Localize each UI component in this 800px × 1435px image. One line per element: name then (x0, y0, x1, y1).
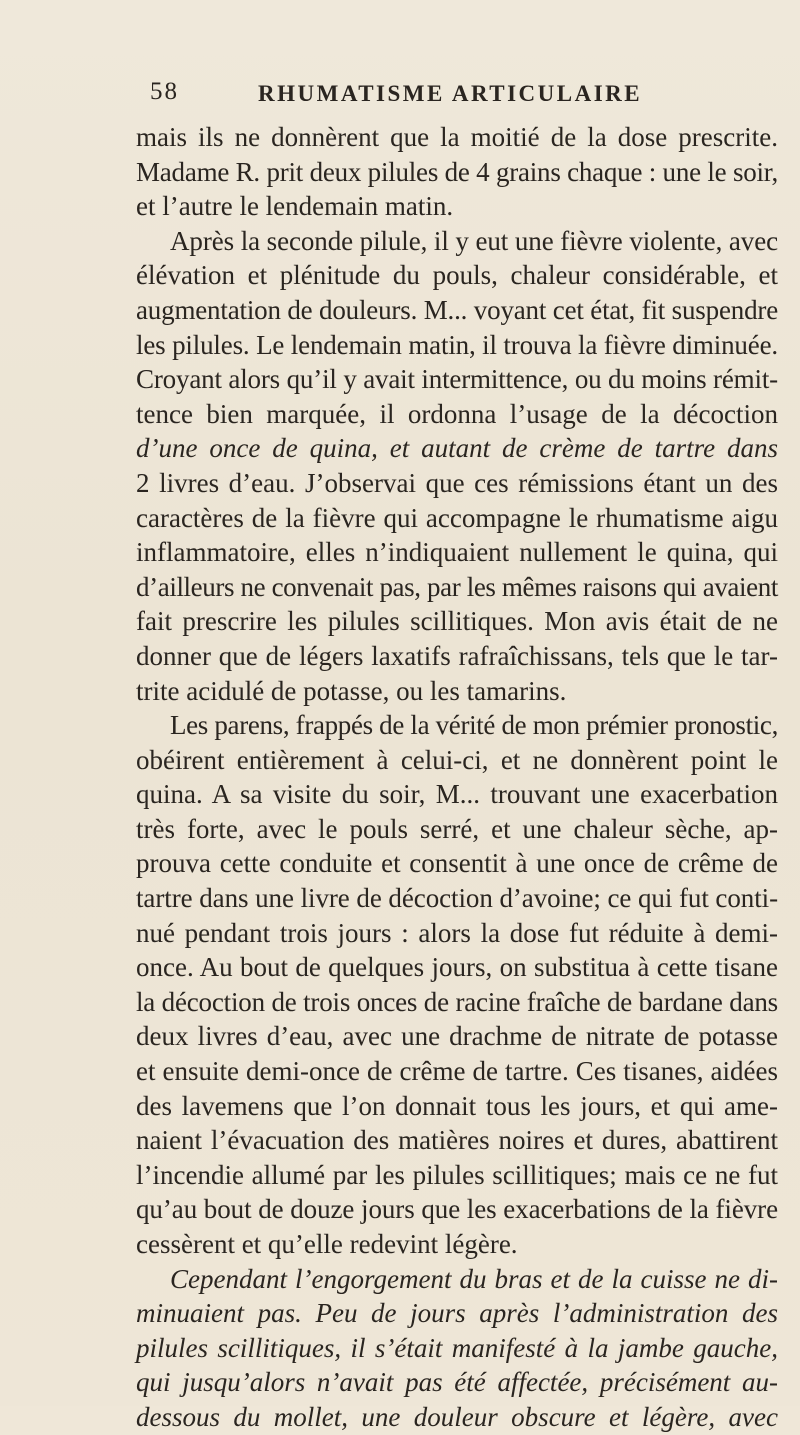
text-line: inflammatoire, elles n’indiquaient nullement le quina, qui (136, 537, 778, 568)
text-line: minuaient pas. Peu de jours après l’administration des (136, 1298, 778, 1329)
text-line: les pilules. Le lendemain matin, il trouva la fièvre diminuée. (136, 329, 778, 360)
text-line: qui jusqu’alors n’avait pas été affectée, précisément au- (136, 1367, 778, 1398)
text-line: naient l’évacuation des matières noires et dures, abattirent (136, 1125, 778, 1156)
text-line: Madame R. prit deux pilules de 4 grains chaque : une le soir, (136, 156, 778, 187)
text-line: qu’au bout de douze jours que les exacerbations de la fièvre (136, 1194, 778, 1225)
text-line: d’une once de quina, et autant de crème de tartre dans (136, 433, 778, 464)
text-line: cessèrent et qu’elle redevint légère. (136, 1229, 518, 1259)
text-line: Croyant alors qu’il y avait intermittence, ou du moins rémit- (136, 364, 778, 395)
text-line: très forte, avec le pouls serré, et une chaleur sèche, ap- (136, 813, 778, 844)
text-line: nué pendant trois jours : alors la dose fut réduite à demi- (136, 917, 778, 948)
text-line: mais ils ne donnèrent que la moitié de la dose prescrite. (136, 122, 778, 152)
text-line: Après la seconde pilule, il y eut une fièvre violente, avec (170, 225, 778, 256)
text-line: trite acidulé de potasse, ou les tamarins. (136, 675, 567, 706)
text-line: d’ailleurs ne convenait pas, par les mêmes raisons qui avaient (136, 571, 778, 602)
running-title: RHUMATISME ARTICULAIRE (258, 81, 643, 106)
text-line: fait prescrire les pilules scillitiques. Mon avis était de ne (136, 606, 778, 637)
text-line: donner que de légers laxatifs rafraîchissans, tels que le tar- (136, 640, 778, 671)
text-line: Les parens, frappés de la vérité de mon prémier pronostic, (170, 710, 778, 741)
running-header (150, 78, 750, 112)
text-line: et l’autre le lendemain matin. (136, 191, 454, 222)
text-line: obéirent entièrement à celui-ci, et ne donnèrent point le (136, 744, 778, 775)
text-line: des lavemens que l’on donnait tous les jours, et qui ame- (136, 1090, 778, 1121)
text-line: prouva cette conduite et consentit à une once de crême de (136, 848, 778, 879)
text-line: la décoction de trois onces de racine fraîche de bardane dans (136, 986, 778, 1017)
text-line: pilules scillitiques, il s’était manifesté à la jambe gauche, (136, 1332, 778, 1363)
text-line: élévation et plénitude du pouls, chaleur considérable, et (136, 260, 778, 291)
text-line: once. Au bout de quelques jours, on substitua à cette tisane (136, 952, 778, 983)
text-line: et ensuite demi-once de crême de tartre. Ces tisanes, aidées (136, 1056, 778, 1087)
text-line: dessous du mollet, une douleur obscure et légère, avec (136, 1401, 778, 1432)
text-line: deux livres d’eau, avec une drachme de nitrate de potasse (136, 1021, 778, 1052)
text-line: Cependant l’engorgement du bras et de la cuisse ne di- (170, 1263, 778, 1294)
text-line: augmentation de douleurs. M... voyant cet état, fit suspendre (136, 294, 778, 325)
text-line: l’incendie allumé par les pilules scillitiques; mais ce ne fut (136, 1159, 778, 1190)
body-text (136, 120, 800, 1435)
page-number: 58 (150, 78, 179, 105)
text-line: quina. A sa visite du soir, M... trouvant une exacerbation (136, 779, 778, 810)
text-line: caractères de la fièvre qui accompagne le rhumatisme aigu (136, 502, 778, 533)
text-line: 2 livres d’eau. J’observai que ces rémissions étant un des (136, 467, 778, 498)
text-line: tence bien marquée, il ordonna l’usage de la décoction (136, 398, 778, 429)
text-line: tartre dans une livre de décoction d’avoine; ce qui fut conti- (136, 883, 778, 914)
